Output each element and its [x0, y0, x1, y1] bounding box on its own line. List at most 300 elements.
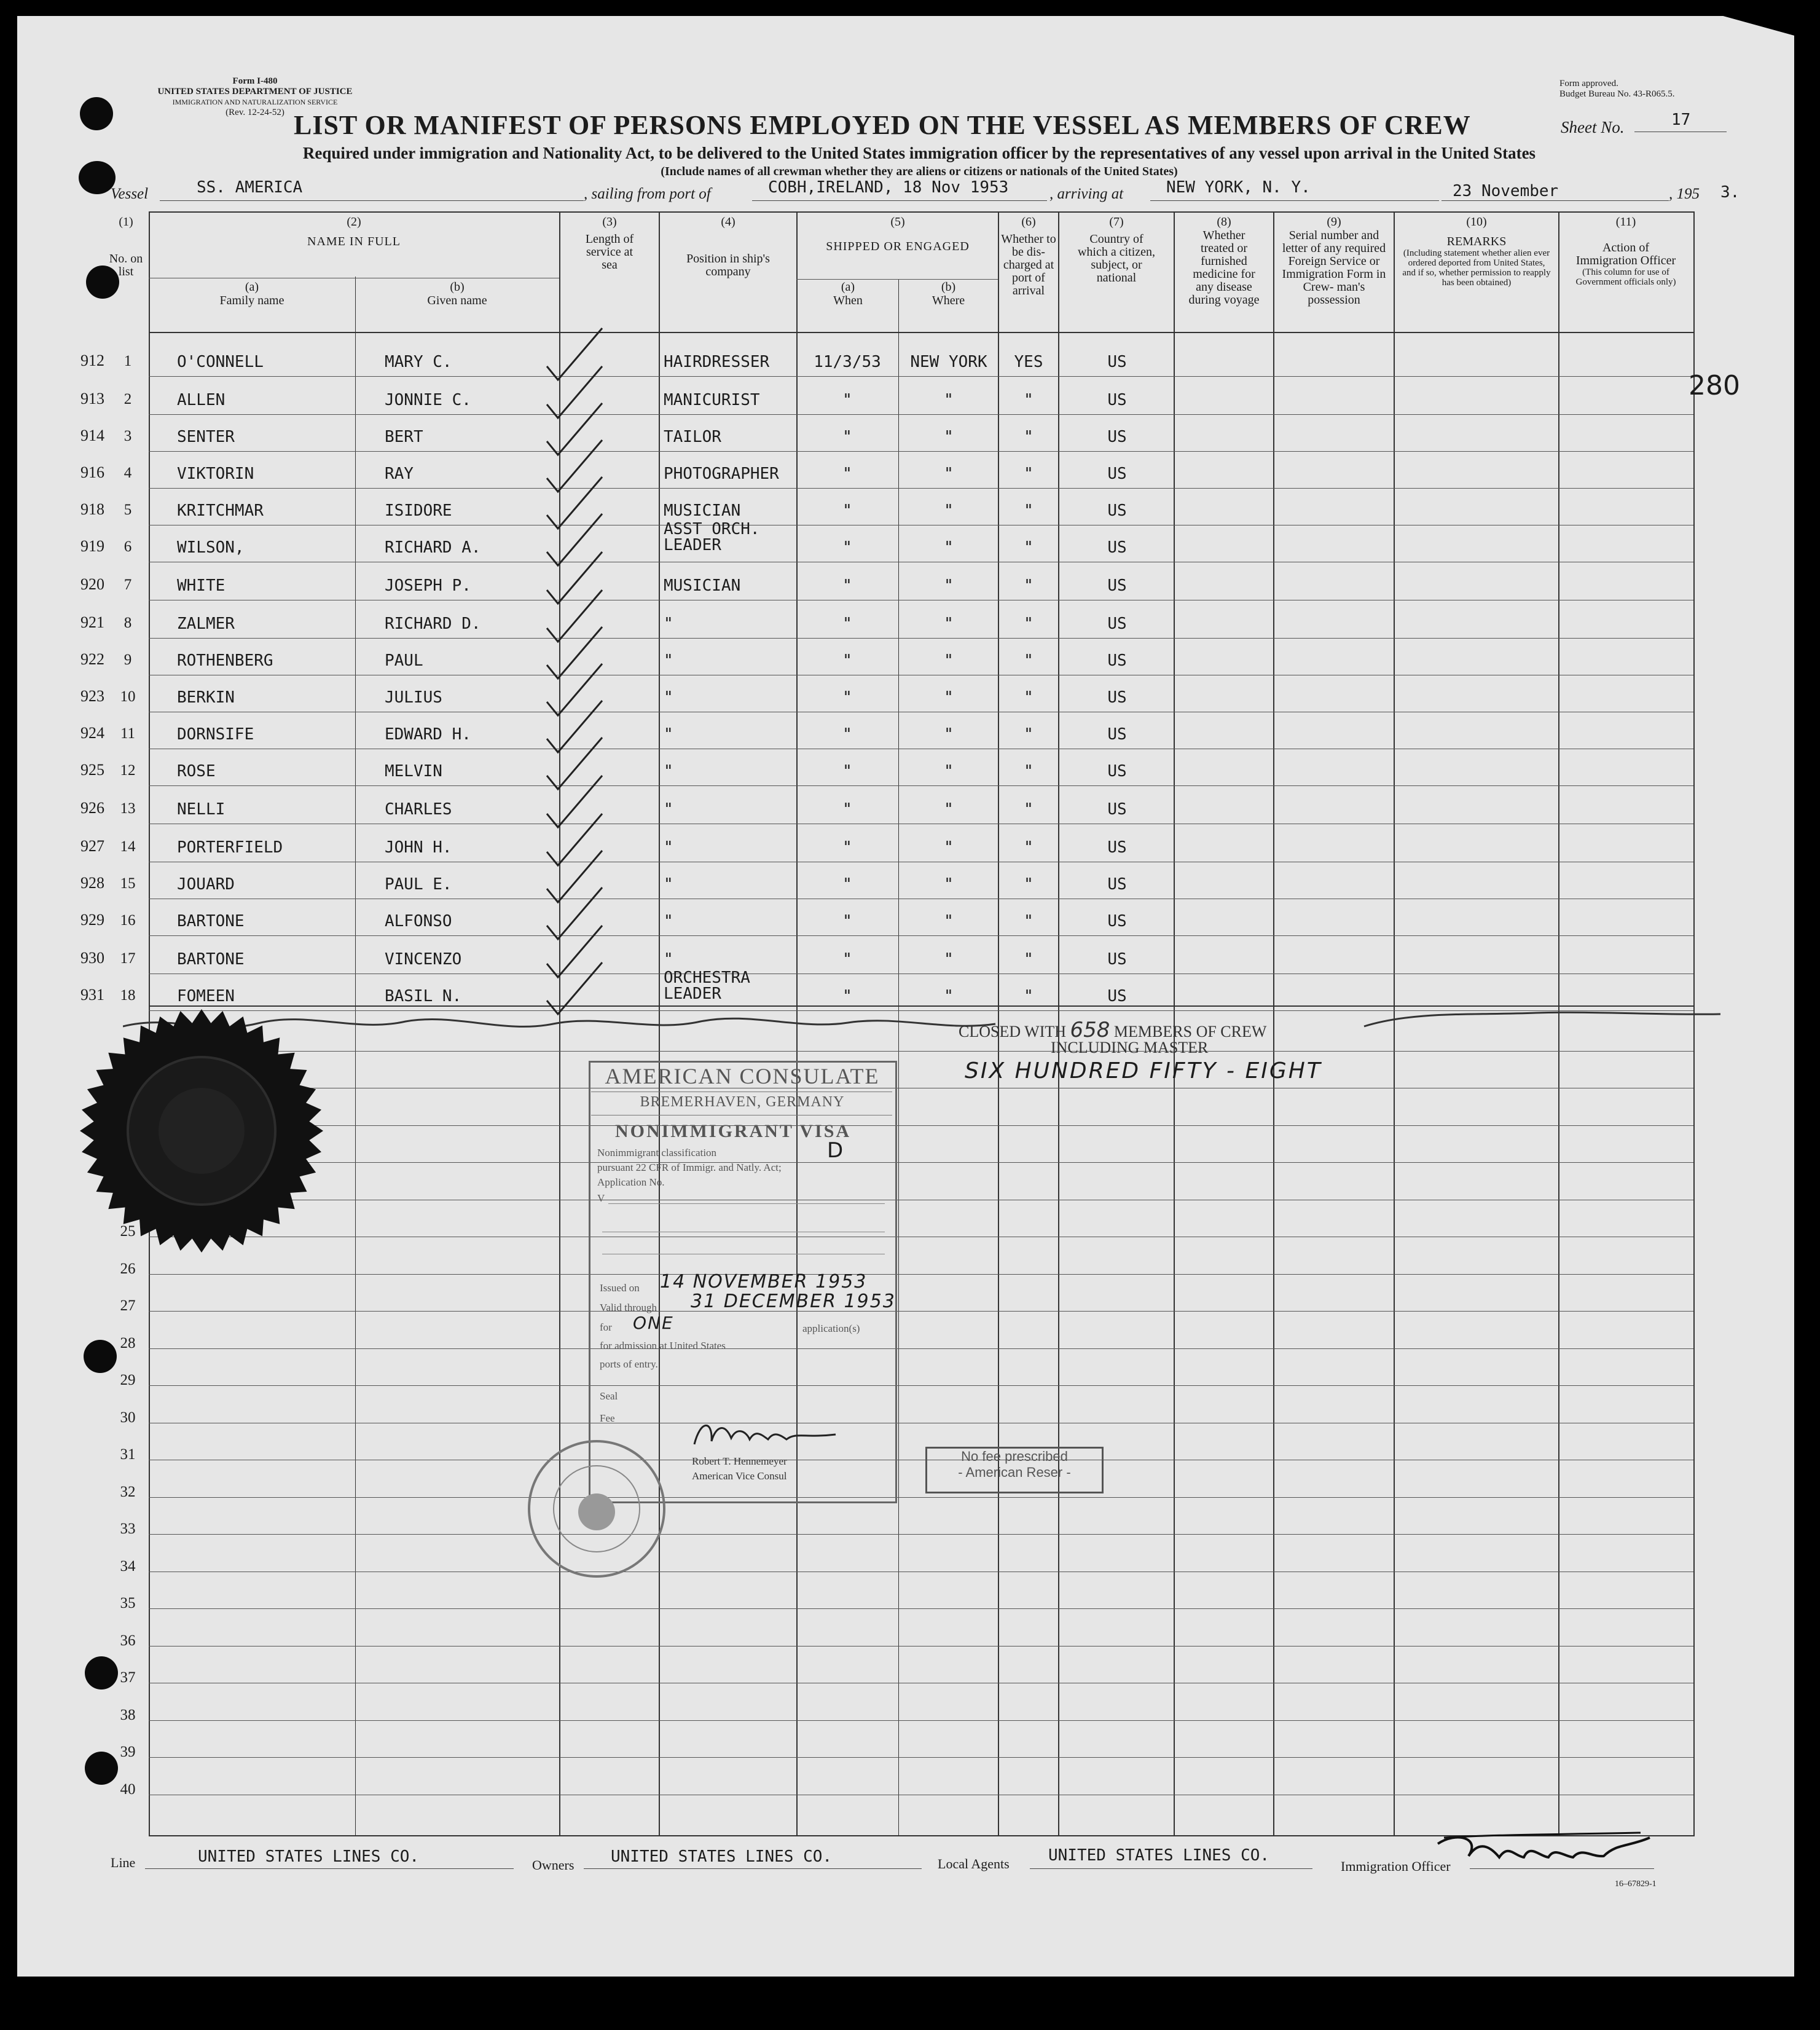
- cell-position: MANICURIST: [664, 391, 760, 409]
- cell-when: ": [842, 465, 852, 483]
- cell-discharged: ": [1024, 912, 1034, 930]
- immigration-officer-signature: [1432, 1825, 1659, 1875]
- cell-position: ": [664, 875, 673, 894]
- col9-label: Serial number and letter of any required Foreign Service or Immigration Form in Crew- man's possession: [1282, 229, 1386, 307]
- cell-where: ": [944, 838, 954, 857]
- col3-header: [560, 215, 659, 272]
- cell-discharged: ": [1024, 838, 1034, 857]
- row-number: 25: [120, 1223, 136, 1240]
- cell-position: PHOTOGRAPHER: [664, 465, 779, 483]
- manifest-line-number: 925: [80, 761, 104, 779]
- cell-when: ": [842, 875, 852, 894]
- row-number: 34: [120, 1558, 136, 1575]
- manifest-line-number: 914: [80, 427, 104, 444]
- row-number: 33: [120, 1521, 136, 1537]
- cell-discharged: ": [1024, 428, 1034, 446]
- col8-label: Whether treated or furnished medicine for any disease during voyage: [1188, 229, 1260, 307]
- row-rule: [149, 1497, 1693, 1498]
- service-checkmark: [547, 814, 602, 865]
- col2b-letter: (b): [450, 280, 465, 294]
- cell-when: ": [842, 615, 852, 633]
- service-checkmark: [547, 403, 602, 455]
- service-checkmark: [547, 738, 602, 789]
- row-rule: [149, 1162, 1693, 1163]
- visa-issued-label: Issued on: [600, 1282, 640, 1294]
- cell-where: ": [944, 875, 954, 894]
- col2-header: [149, 215, 559, 248]
- row-rule: [149, 785, 1693, 786]
- cell-discharged: ": [1024, 465, 1034, 483]
- cell-where: ": [944, 725, 954, 744]
- cell-position: ": [664, 615, 673, 633]
- row-rule: [149, 376, 1693, 377]
- col4-number: (4): [721, 215, 735, 229]
- row-rule: [149, 1608, 1693, 1609]
- row-number: 6: [124, 538, 132, 555]
- cell-given: EDWARD H.: [385, 725, 471, 744]
- cell-country: US: [1107, 391, 1127, 409]
- cell-given: JONNIE C.: [385, 391, 471, 409]
- manifest-line-number: 929: [80, 911, 104, 929]
- cell-when: ": [842, 838, 852, 857]
- sailing-label: , sailing from port of: [584, 186, 711, 202]
- row-rule: [149, 1311, 1693, 1312]
- col1-number: (1): [119, 215, 133, 229]
- col9-number: (9): [1327, 215, 1341, 229]
- cell-where: ": [944, 576, 954, 595]
- service-checkmark: [547, 701, 602, 752]
- col7-number: (7): [1109, 215, 1124, 229]
- col11-note: (This column for use of Government officials only): [1575, 267, 1676, 287]
- col4-label: Position in ship's company: [686, 252, 770, 278]
- manifest-line-number: 918: [80, 500, 104, 518]
- cell-where: ": [944, 950, 954, 969]
- row-number: 28: [120, 1335, 136, 1351]
- manifest-line-number: 913: [80, 390, 104, 407]
- cell-position: ": [664, 725, 673, 744]
- closed-members-label: MEMBERS OF CREW: [1113, 1023, 1267, 1041]
- col2a-letter: (a): [245, 280, 259, 294]
- cell-country: US: [1107, 353, 1127, 371]
- cell-when: 11/3/53: [814, 353, 881, 371]
- row-number: 35: [120, 1595, 136, 1611]
- cell-given: MARY C.: [385, 353, 452, 371]
- including-master: INCLUDING MASTER: [1051, 1039, 1209, 1056]
- row-number: 2: [124, 391, 132, 407]
- visa-for-label: for: [600, 1321, 612, 1333]
- cell-position: HAIRDRESSER: [664, 353, 770, 371]
- cell-country: US: [1107, 875, 1127, 894]
- cell-where: ": [944, 762, 954, 781]
- cell-country: US: [1107, 838, 1127, 857]
- cell-discharged: ": [1024, 651, 1034, 670]
- row-number: 5: [124, 502, 132, 518]
- manifest-line-number: 919: [80, 537, 104, 555]
- footer-owners-label: Owners: [532, 1857, 575, 1873]
- service-checkmark: [547, 962, 602, 1014]
- service-checkmark: [547, 627, 602, 679]
- cell-when: ": [842, 987, 852, 1005]
- row-number: 36: [120, 1632, 136, 1649]
- col6-number: (6): [1021, 215, 1036, 229]
- service-checkmark: [547, 440, 602, 492]
- visa-line-v: V: [597, 1192, 605, 1204]
- cell-where: ": [944, 688, 954, 707]
- cell-discharged: ": [1024, 576, 1034, 595]
- row-number: 31: [120, 1446, 136, 1463]
- row-number: 16: [120, 912, 136, 929]
- row-number: 8: [124, 615, 132, 631]
- manifest-line-number: 928: [80, 874, 104, 892]
- row-number: 30: [120, 1409, 136, 1426]
- cell-given: RICHARD D.: [385, 615, 481, 633]
- department: UNITED STATES DEPARTMENT OF JUSTICE: [157, 87, 353, 96]
- visa-line-nonimm: Nonimmigrant classification: [597, 1147, 717, 1159]
- svg-text:Hennessey: Hennessey: [1438, 1831, 1441, 1832]
- cell-where: NEW YORK: [910, 353, 987, 371]
- consular-round-stamp: [520, 1432, 673, 1586]
- cell-country: US: [1107, 502, 1127, 520]
- cell-country: US: [1107, 912, 1127, 930]
- cell-where: ": [944, 465, 954, 483]
- row-rule: [149, 1720, 1693, 1721]
- cell-where: ": [944, 428, 954, 446]
- cell-position: ": [664, 688, 673, 707]
- manifest-line-number: 930: [80, 949, 104, 967]
- scan-border: [0, 1977, 1820, 2030]
- row-rule: [149, 1125, 1693, 1126]
- cell-when: ": [842, 912, 852, 930]
- vice-consul-signature: [688, 1414, 842, 1457]
- cell-where: ": [944, 800, 954, 819]
- cell-when: ": [842, 762, 852, 781]
- cell-family: DORNSIFE: [177, 725, 254, 744]
- cell-position: ORCHESTRA LEADER: [664, 969, 750, 1003]
- row-number: 13: [120, 800, 136, 817]
- service-checkmark: [547, 552, 602, 604]
- row-number: 18: [120, 987, 136, 1004]
- row-rule: [149, 1757, 1693, 1758]
- no-fee-line2: - American Reser -: [958, 1465, 1071, 1480]
- row-rule: [149, 488, 1693, 489]
- vessel-value: SS. AMERICA: [197, 178, 303, 197]
- manifest-line-number: 921: [80, 613, 104, 631]
- cell-position: ": [664, 912, 673, 930]
- cell-when: ": [842, 428, 852, 446]
- row-number: 9: [124, 651, 132, 668]
- cell-when: ": [842, 391, 852, 409]
- row-number: 1: [124, 353, 132, 369]
- cell-family: NELLI: [177, 800, 226, 819]
- visa-valid-label: Valid through: [600, 1302, 657, 1313]
- col2a-header: [149, 280, 355, 307]
- cell-country: US: [1107, 688, 1127, 707]
- footer-agents-label: Local Agents: [938, 1856, 1010, 1871]
- cell-family: JOUARD: [177, 875, 235, 894]
- vessel-label: Vessel: [111, 186, 149, 202]
- cell-given: VINCENZO: [385, 950, 462, 969]
- visa-applications: application(s): [802, 1323, 860, 1334]
- arrival-date: 23 November: [1453, 182, 1559, 200]
- cell-where: ": [944, 651, 954, 670]
- visa-valid-date: 31 DECEMBER 1953: [691, 1291, 896, 1312]
- col6-label: Whether to be dis- charged at port of arrival: [1001, 232, 1056, 297]
- punch-hole: [80, 97, 113, 130]
- cell-discharged: ": [1024, 502, 1034, 520]
- closed-count-words: SIX HUNDRED FIFTY - EIGHT: [965, 1058, 1322, 1084]
- cell-given: PAUL E.: [385, 875, 452, 894]
- service-checkmark: [547, 926, 602, 977]
- cell-family: BARTONE: [177, 950, 245, 969]
- manifest-line-number: 922: [80, 650, 104, 668]
- cell-discharged: ": [1024, 391, 1034, 409]
- manifest-line-number: 923: [80, 687, 104, 705]
- cell-discharged: ": [1024, 615, 1034, 633]
- manifest-line-number: 920: [80, 575, 104, 593]
- cell-family: ALLEN: [177, 391, 226, 409]
- manifest-line-number: 916: [80, 463, 104, 481]
- cell-position: ": [664, 762, 673, 781]
- row-number: 7: [124, 576, 132, 593]
- service-checkmark: [547, 851, 602, 902]
- cell-family: BARTONE: [177, 912, 245, 930]
- col5b-header: [899, 280, 998, 307]
- arriving-at-value: NEW YORK, N. Y.: [1166, 178, 1311, 197]
- col3-number: (3): [602, 215, 617, 229]
- footer-officer-label: Immigration Officer: [1341, 1859, 1451, 1874]
- col5b-label: Where: [932, 294, 965, 307]
- row-rule: [149, 1534, 1693, 1535]
- cell-family: FOMEEN: [177, 987, 235, 1005]
- cell-given: JOSEPH P.: [385, 576, 471, 595]
- cell-family: PORTERFIELD: [177, 838, 283, 857]
- row-rule: [149, 414, 1693, 415]
- col5a-header: [798, 280, 898, 307]
- cell-when: ": [842, 725, 852, 744]
- manifest-line-number: 926: [80, 799, 104, 817]
- cell-where: ": [944, 502, 954, 520]
- row-rule: [149, 1274, 1693, 1275]
- row-number: 14: [120, 838, 136, 855]
- col7-label: Country of which a citizen, subject, or national: [1077, 232, 1156, 285]
- cell-given: CHARLES: [385, 800, 452, 819]
- service-checkmark: [547, 776, 602, 827]
- arriving-label: , arriving at: [1049, 186, 1124, 202]
- cell-discharged: ": [1024, 762, 1034, 781]
- row-number: 17: [120, 950, 136, 967]
- form-number: Form I-480: [232, 76, 278, 86]
- col5a-label: When: [833, 294, 863, 307]
- row-rule: [149, 1051, 1693, 1052]
- visa-issued-date: 14 NOVEMBER 1953: [660, 1271, 868, 1292]
- visa-officer-title: American Vice Consul: [692, 1470, 787, 1482]
- cell-where: ": [944, 391, 954, 409]
- cell-discharged: ": [1024, 875, 1034, 894]
- service-checkmark: [547, 477, 602, 529]
- row-rule: [149, 935, 1693, 936]
- col5-label: SHIPPED OR ENGAGED: [826, 240, 970, 253]
- row-number: 26: [120, 1261, 136, 1277]
- subtitle: Required under immigration and Nationality Act, to be delivered to the United States immigration officer by the representatives of any vessel upon arrival in the United States: [302, 144, 1536, 162]
- no-fee-stamp: [925, 1447, 1104, 1493]
- cell-discharged: ": [1024, 800, 1034, 819]
- closing-line: [123, 1008, 1733, 1051]
- service-checkmark: [547, 328, 602, 380]
- col2b-label: Given name: [427, 294, 487, 307]
- col11-label: Action of Immigration Officer: [1575, 241, 1676, 267]
- cell-family: ROSE: [177, 762, 216, 781]
- row-number: 27: [120, 1297, 136, 1314]
- cell-where: ": [944, 987, 954, 1005]
- cell-country: US: [1107, 576, 1127, 595]
- year-prefix: , 195: [1669, 186, 1700, 202]
- visa-seal-label: Seal: [600, 1390, 618, 1402]
- page-title: LIST OR MANIFEST OF PERSONS EMPLOYED ON THE VESSEL AS MEMBERS OF CREW: [294, 110, 1471, 140]
- visa-type: NONIMMIGRANT VISA: [614, 1121, 852, 1141]
- col2-number: (2): [347, 215, 361, 229]
- cell-given: ISIDORE: [385, 502, 452, 520]
- cell-position: ASST ORCH. LEADER: [664, 520, 760, 554]
- footer-line-label: Line: [111, 1855, 136, 1870]
- cell-discharged: ": [1024, 987, 1034, 1005]
- row-number: 37: [120, 1669, 136, 1686]
- service-checkmark: [547, 366, 602, 418]
- cell-when: ": [842, 538, 852, 557]
- cell-given: BERT: [385, 428, 423, 446]
- row-number: 32: [120, 1484, 136, 1500]
- col2-label: NAME IN FULL: [307, 235, 401, 248]
- notary-seal: [79, 1008, 324, 1254]
- form-approved: Form approved.: [1559, 79, 1618, 89]
- revision: (Rev. 12-24-52): [226, 108, 284, 117]
- cell-given: BASIL N.: [385, 987, 462, 1005]
- print-code: 16–67829-1: [1615, 1879, 1657, 1889]
- cell-country: US: [1107, 762, 1127, 781]
- cell-family: WILSON,: [177, 538, 245, 557]
- row-rule: [149, 451, 1693, 452]
- budget-bureau: Budget Bureau No. 43-R065.5.: [1559, 89, 1675, 99]
- cell-position: ": [664, 950, 673, 969]
- cell-country: US: [1107, 725, 1127, 744]
- footer-line-value: UNITED STATES LINES CO.: [198, 1847, 420, 1866]
- include-note: (Include names of all crewman whether they are aliens or citizens or nationals of the United States): [661, 165, 1178, 178]
- manifest-line-number: 912: [80, 352, 104, 369]
- row-rule: [149, 1348, 1693, 1349]
- cell-where: ": [944, 538, 954, 557]
- col2b-header: [355, 280, 559, 307]
- cell-where: ": [944, 912, 954, 930]
- row-number: 3: [124, 428, 132, 444]
- service-checkmark: [547, 887, 602, 939]
- col5b-letter: (b): [941, 280, 956, 294]
- row-number: 40: [120, 1781, 136, 1798]
- col8-number: (8): [1217, 215, 1231, 229]
- cell-when: ": [842, 688, 852, 707]
- manifest-line-number: 927: [80, 837, 104, 855]
- service-checkmark: [547, 514, 602, 565]
- cell-family: SENTER: [177, 428, 235, 446]
- cell-given: RAY: [385, 465, 414, 483]
- cell-position: ": [664, 800, 673, 819]
- cell-family: KRITCHMAR: [177, 502, 264, 520]
- col7-header: [1059, 215, 1174, 285]
- cell-given: JOHN H.: [385, 838, 452, 857]
- cell-given: MELVIN: [385, 762, 442, 781]
- footer-owners-value: UNITED STATES LINES CO.: [611, 1847, 833, 1866]
- cell-position: MUSICIAN: [664, 502, 741, 520]
- service-checkmark: [547, 590, 602, 642]
- cell-country: US: [1107, 428, 1127, 446]
- col10-note: (Including statement whether alien ever ordered deported from United States, and if so, whether permission to reapply has been obtained): [1402, 248, 1551, 288]
- visa-city: BREMERHAVEN, GERMANY: [640, 1094, 845, 1110]
- row-number: 11: [120, 725, 136, 742]
- cell-country: US: [1107, 538, 1127, 557]
- cell-country: US: [1107, 800, 1127, 819]
- col2a-label: Family name: [219, 294, 284, 307]
- col9-header: [1274, 215, 1394, 307]
- cell-family: ZALMER: [177, 615, 235, 633]
- cell-given: PAUL: [385, 651, 423, 670]
- visa-admission: for admission at United States: [600, 1340, 726, 1351]
- cell-given: JULIUS: [385, 688, 442, 707]
- cell-position: TAILOR: [664, 428, 721, 446]
- row-number: 4: [124, 465, 132, 481]
- col5-number: (5): [890, 215, 905, 229]
- sheet-number: 17: [1671, 111, 1691, 129]
- row-rule: [149, 1385, 1693, 1386]
- margin-note: 280: [1689, 370, 1740, 401]
- checkmarks-column: [535, 301, 621, 1020]
- col6-header: [999, 215, 1058, 297]
- col10-header: [1395, 215, 1558, 288]
- service-checkmark: [547, 664, 602, 715]
- no-fee-line1: No fee prescribed: [961, 1449, 1068, 1464]
- col3-label: Length of service at sea: [585, 232, 634, 272]
- cell-position: ": [664, 838, 673, 857]
- row-number: 29: [120, 1372, 136, 1388]
- row-rule: [149, 638, 1693, 639]
- cell-position: MUSICIAN: [664, 576, 741, 595]
- form-approval: [1559, 79, 1744, 100]
- cell-family: VIKTORIN: [177, 465, 254, 483]
- col5-header: [798, 215, 998, 253]
- visa-fee-label: Fee: [600, 1412, 615, 1424]
- visa-ports: ports of entry.: [600, 1358, 658, 1370]
- row-number: 38: [120, 1707, 136, 1723]
- col10-label: REMARKS: [1446, 235, 1507, 248]
- sailing-from-value: COBH,IRELAND, 18 Nov 1953: [768, 178, 1009, 197]
- col1-label: No. on list: [109, 252, 143, 278]
- cell-when: ": [842, 502, 852, 520]
- visa-for-value: ONE: [633, 1313, 674, 1333]
- cell-country: US: [1107, 651, 1127, 670]
- col8-header: [1175, 215, 1273, 307]
- col10-number: (10): [1466, 215, 1487, 229]
- visa-line-pursuant: pursuant 22 CFR of Immigr. and Natly. Act;: [597, 1162, 782, 1173]
- cell-when: ": [842, 651, 852, 670]
- cell-when: ": [842, 950, 852, 969]
- cell-when: ": [842, 800, 852, 819]
- cell-country: US: [1107, 950, 1127, 969]
- visa-class: D: [827, 1138, 844, 1163]
- cell-position: ": [664, 651, 673, 670]
- col1-header: [103, 215, 149, 278]
- col11-header: [1559, 215, 1692, 287]
- cell-family: O'CONNELL: [177, 353, 264, 371]
- col11-number: (11): [1615, 215, 1636, 229]
- cell-when: ": [842, 576, 852, 595]
- visa-officer-name: Robert T. Hennemeyer: [692, 1455, 787, 1467]
